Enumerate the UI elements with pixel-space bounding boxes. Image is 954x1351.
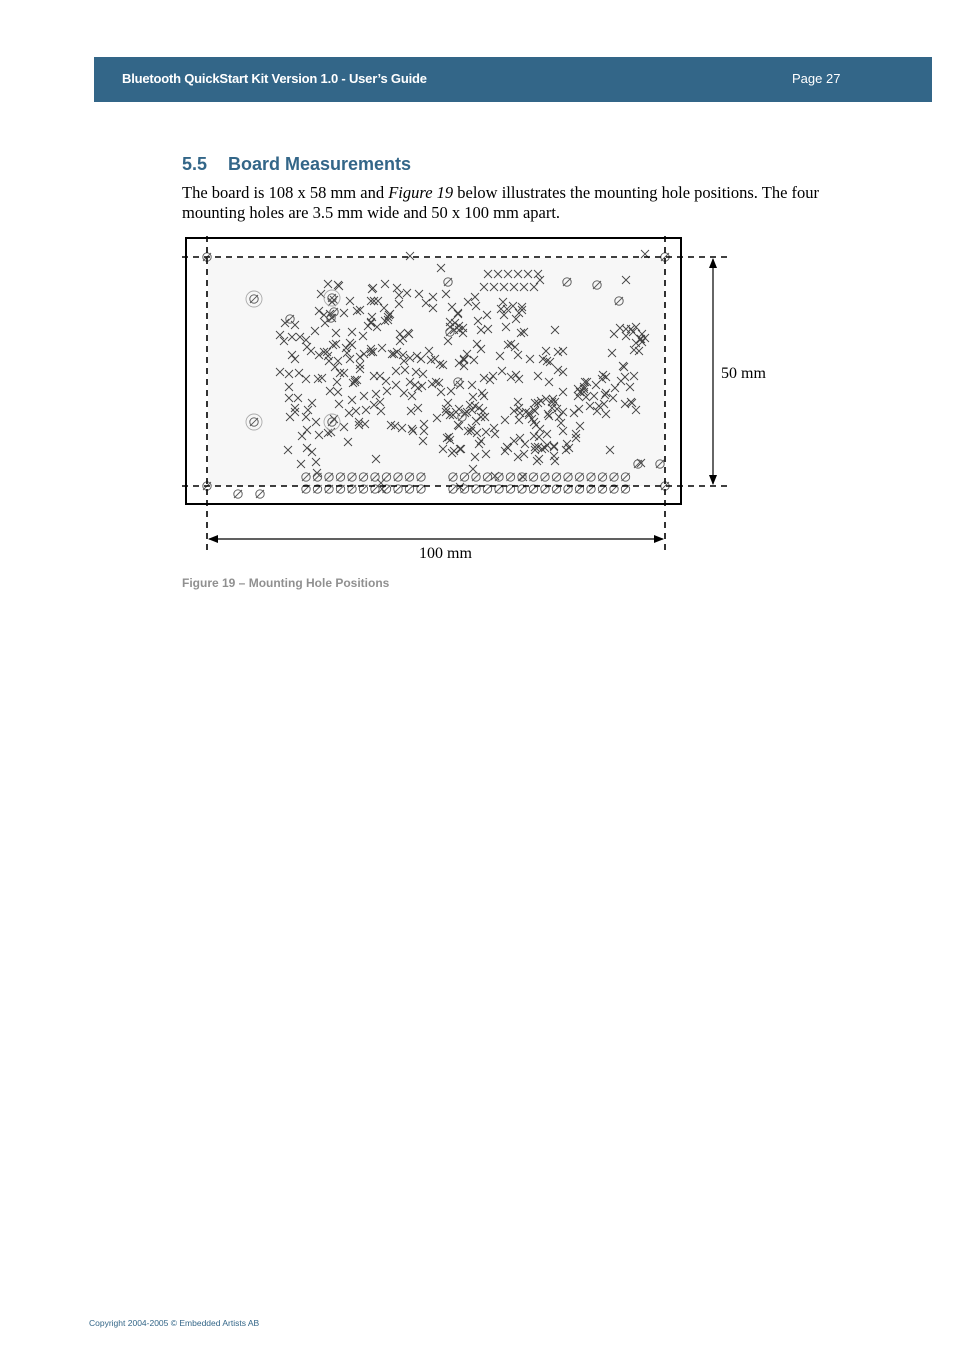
footer-copyright: Copyright 2004-2005 © Embedded Artists AB: [89, 1318, 260, 1328]
page-header: [94, 57, 932, 102]
section-title: Board Measurements: [228, 154, 412, 174]
figure-reference-link[interactable]: Figure 19: [388, 183, 454, 202]
paragraph-part1: The board is 108 x 58 mm and: [182, 183, 389, 202]
paragraph-part2: below illustrates the mounting hole positions. The four mounting holes are 3.5 mm wide and 50 x 100 mm apart.: [182, 183, 820, 222]
document-title: Bluetooth QuickStart Kit Version 1.0 - User’s Guide: [122, 71, 427, 86]
page-number: Page 27: [792, 71, 841, 86]
width-dimension-label: 100 mm: [419, 545, 472, 562]
board-drawing: [178, 232, 778, 567]
section-heading: [182, 154, 411, 175]
figure-caption: Figure 19 – Mounting Hole Positions: [182, 576, 390, 590]
height-dimension-label: 50 mm: [721, 365, 766, 382]
body-paragraph: [182, 183, 842, 223]
section-number: 5.5: [182, 154, 208, 174]
